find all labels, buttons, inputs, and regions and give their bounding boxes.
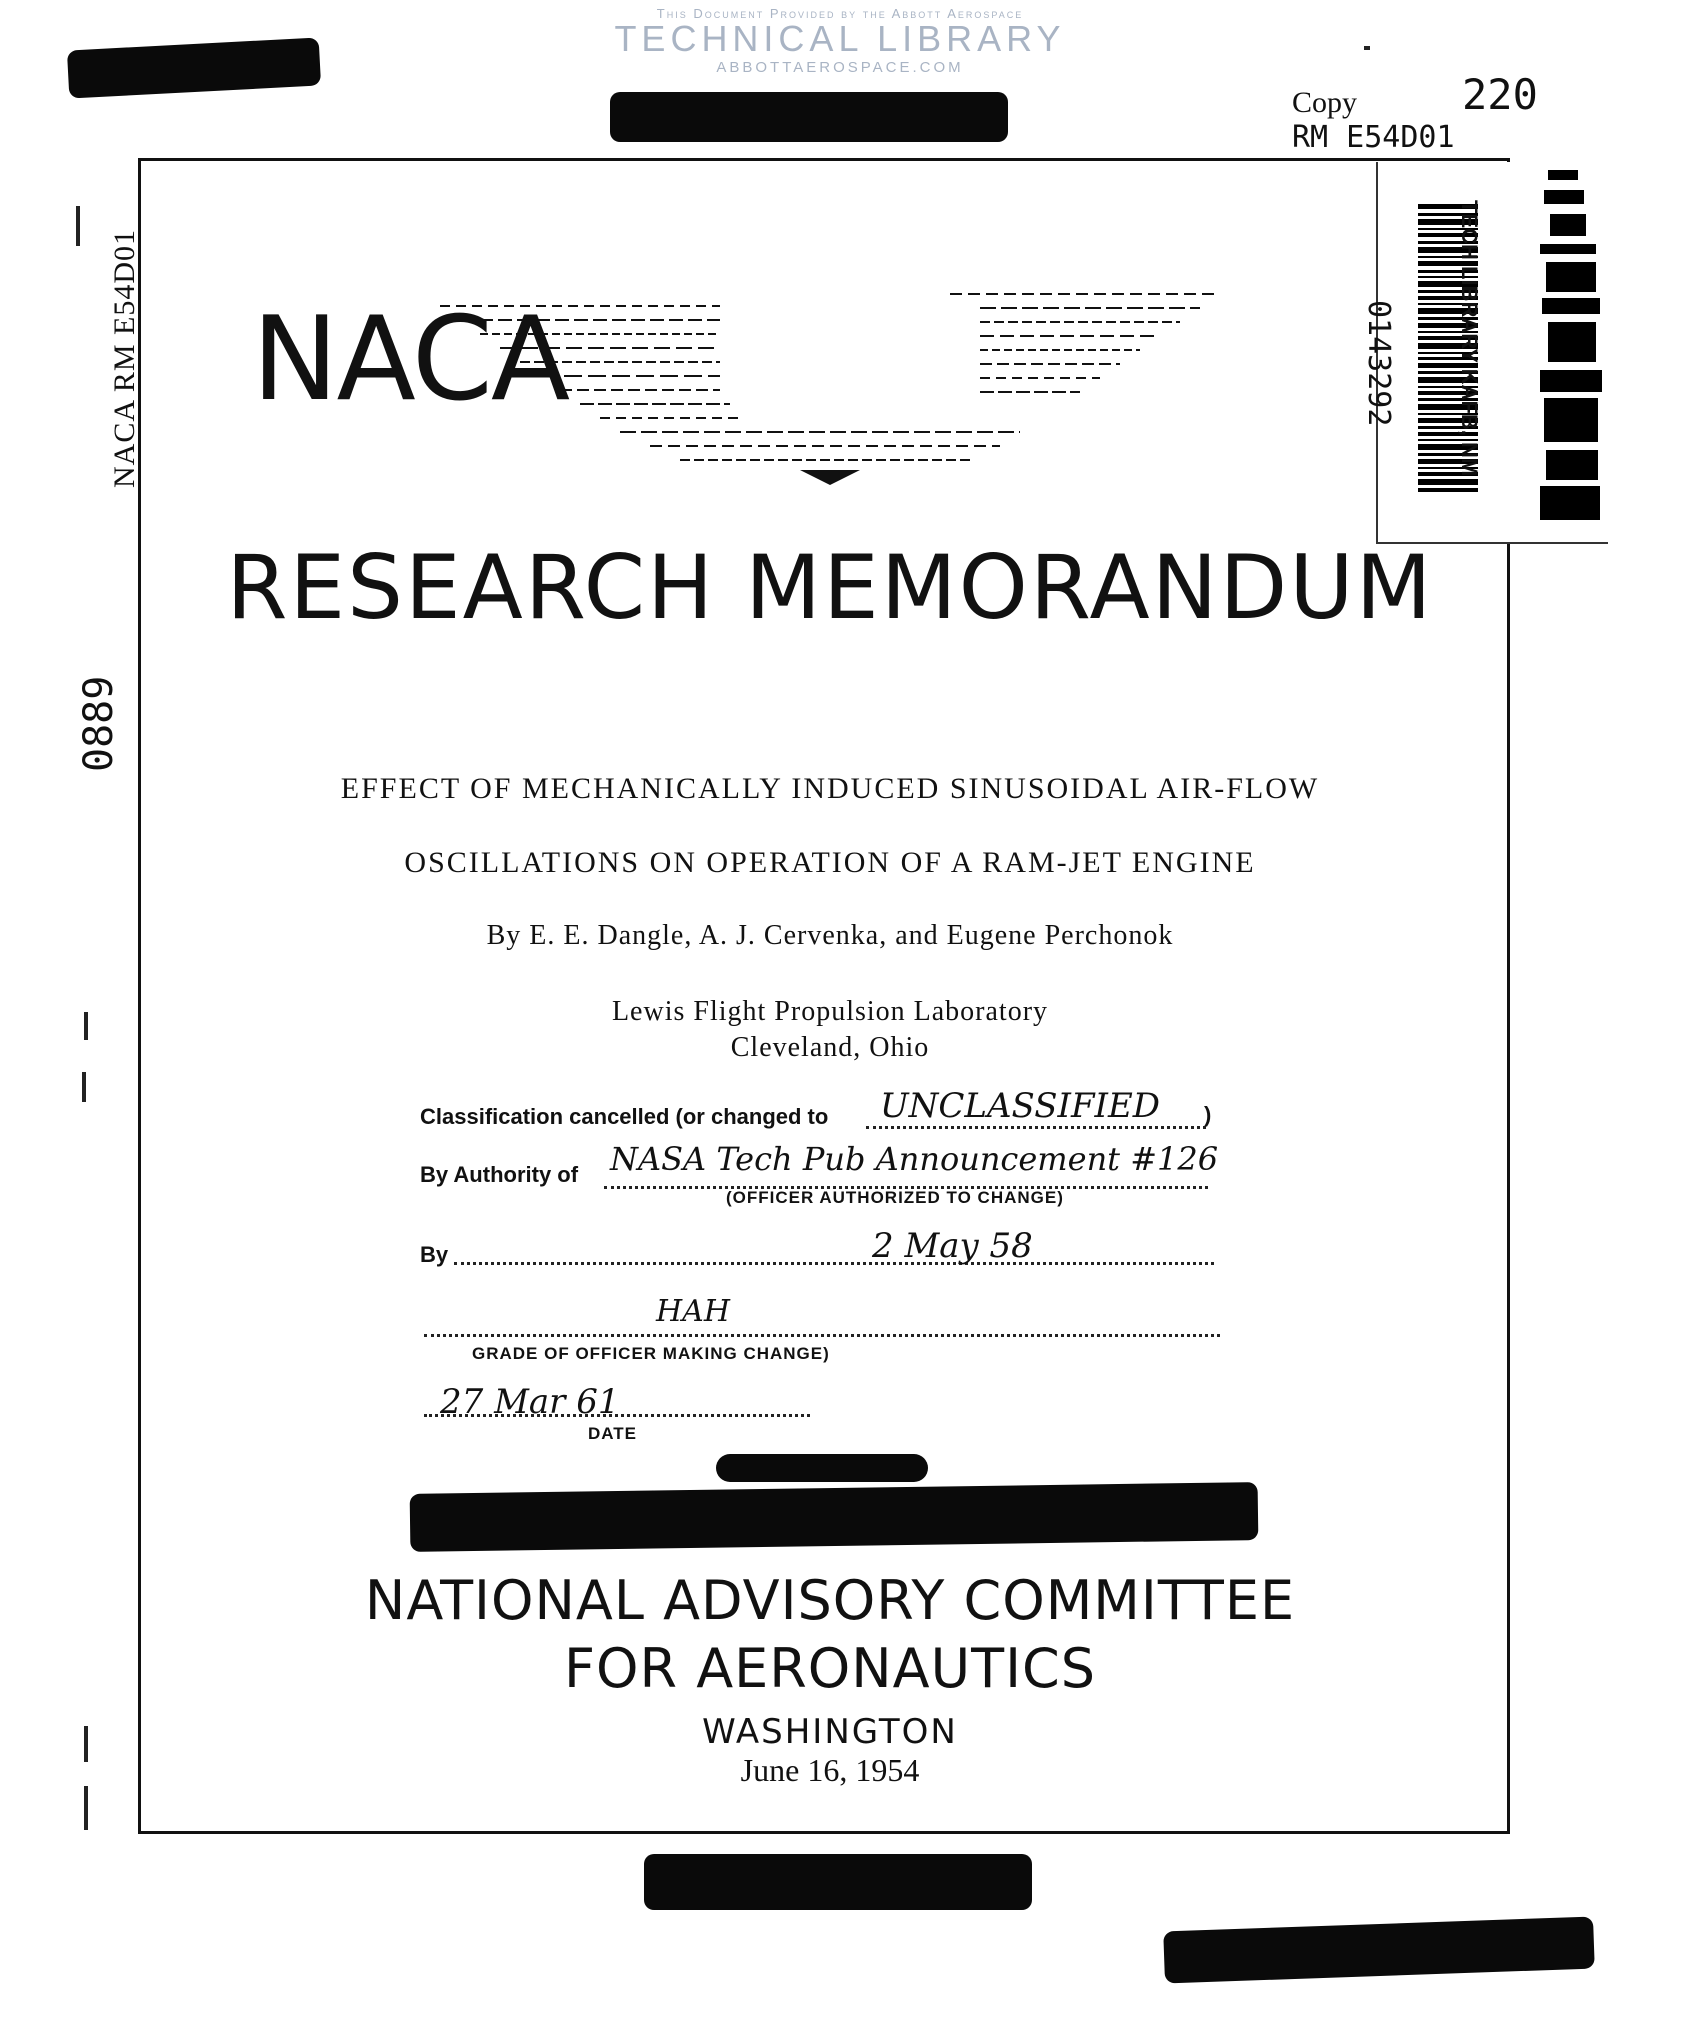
margin-report-id: NACA RM E54D01 <box>108 228 141 488</box>
authority-label: By Authority of <box>420 1162 579 1187</box>
changed-by-label: By <box>420 1242 449 1267</box>
city: WASHINGTON <box>702 1712 958 1752</box>
watermark-url: ABBOTTAEROSPACE.COM <box>716 59 964 76</box>
copy-label: Copy <box>1292 86 1358 119</box>
torn-edge-marks <box>1540 166 1606 536</box>
laboratory-location: Cleveland, Ohio <box>730 1032 930 1063</box>
laboratory <box>150 994 1510 1066</box>
change-date-line <box>424 1414 810 1417</box>
changed-by-line <box>454 1262 1214 1265</box>
margin-speck <box>82 1072 86 1102</box>
organization-line-1: NATIONAL ADVISORY COMMITTEE <box>364 1569 1296 1632</box>
classification-changed-value: UNCLASSIFIED <box>880 1086 1161 1126</box>
authors: By E. E. Dangle, A. J. Cervenka, and Eugene Perchonok <box>486 920 1174 951</box>
redaction-bar-bottom-right <box>1163 1917 1595 1984</box>
watermark <box>560 6 1120 76</box>
tech-library-label: TECH LIBRARY KAFB, NM <box>1457 200 1482 477</box>
change-date-caption: DATE <box>588 1424 638 1443</box>
report-id-top: RM E54D01 <box>1292 120 1455 155</box>
redaction-bar-bottom-center <box>644 1854 1032 1910</box>
margin-speck <box>1364 46 1370 50</box>
naca-logo-text: NACA <box>251 292 569 427</box>
redaction-bar-top-left <box>67 37 321 98</box>
margin-speck <box>84 1786 88 1830</box>
report-title-line-1: EFFECT OF MECHANICALLY INDUCED SINUSOIDAL AIR-FLOW <box>340 772 1320 805</box>
changed-by-date: 2 May 58 <box>872 1226 1033 1266</box>
copy-number: 220 <box>1462 70 1538 119</box>
report-title-line-2: OSCILLATIONS ON OPERATION OF A RAM-JET ENGINE <box>404 846 1256 879</box>
authority-value: NASA Tech Pub Announcement #126 <box>610 1140 1219 1178</box>
margin-speck <box>76 206 80 246</box>
publication-date: June 16, 1954 <box>740 1752 920 1788</box>
classification-close-paren: ) <box>1204 1102 1212 1127</box>
change-date-value: 27 Mar 61 <box>440 1382 620 1422</box>
redaction-bar-top-center <box>610 92 1008 142</box>
watermark-provided-by: This Document Provided by the Abbott Aerospace <box>656 6 1024 21</box>
organization-line-2: FOR AERONAUTICS <box>563 1637 1097 1700</box>
barcode-digits: 0143292 <box>1361 300 1396 427</box>
classification-changed-label: Classification cancelled (or changed to <box>420 1104 829 1129</box>
authority-caption: (OFFICER AUTHORIZED TO CHANGE) <box>726 1188 1064 1207</box>
laboratory-name: Lewis Flight Propulsion Laboratory <box>611 996 1049 1027</box>
grade-caption: GRADE OF OFFICER MAKING CHANGE) <box>472 1344 830 1363</box>
margin-number: 0889 <box>76 675 122 772</box>
document-type-heading: RESEARCH MEMORANDUM <box>226 536 1434 639</box>
watermark-title: TECHNICAL LIBRARY <box>614 18 1066 59</box>
grade-line <box>424 1334 1220 1337</box>
classification-changed-line <box>866 1126 1206 1129</box>
officer-signature: HAH <box>656 1294 730 1329</box>
margin-speck <box>84 1726 88 1762</box>
margin-speck <box>84 1012 88 1040</box>
